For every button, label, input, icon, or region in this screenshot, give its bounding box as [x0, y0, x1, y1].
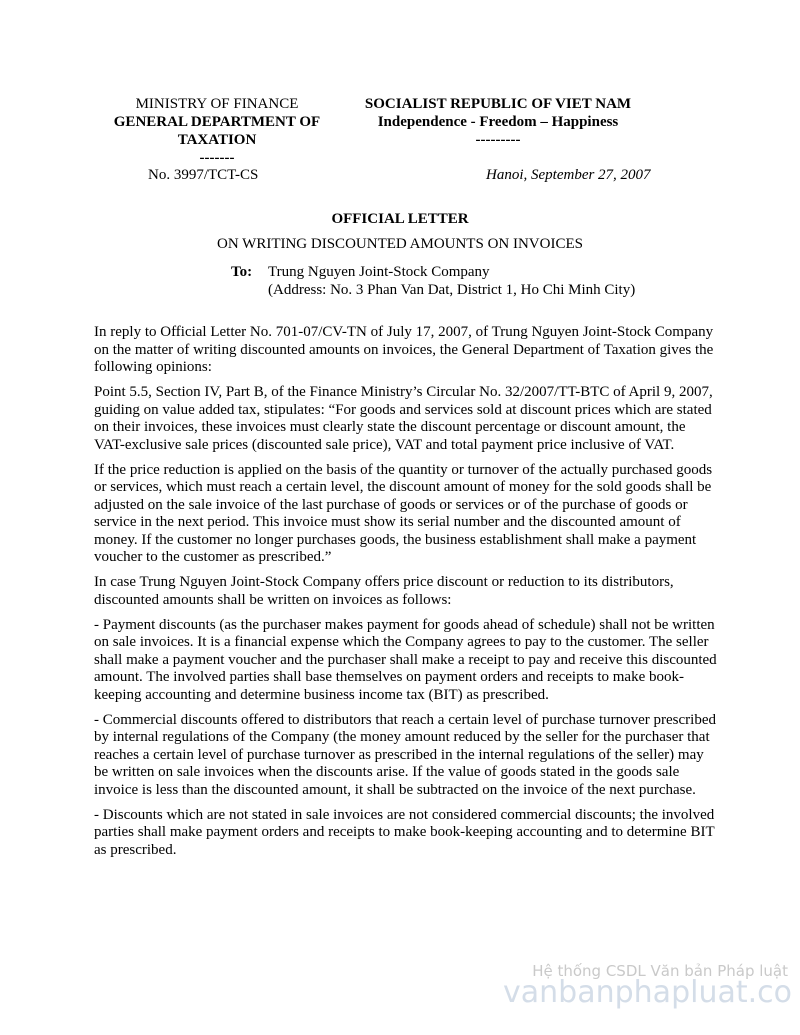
body-paragraph: - Commercial discounts offered to distributors that reach a certain level of purchase turnover prescribed by internal regulations of the Company (the money amount reduced by the seller for the purchaser that reaches a certain level of purchase turnover as prescribed in the internal regulations of the seller) may be written on sale invoices when the discounts arise. If the value of goods stated in the goods sale invoice is less than the discounted amount, it shall be subtracted on the invoice of the next purchase.: [94, 711, 716, 798]
national-motto: Independence - Freedom – Happiness: [377, 114, 619, 130]
body-paragraph: - Discounts which are not stated in sale invoices are not considered commercial discounts; the involved parties shall make payment orders and receipts to make book-keeping accounting and to determine BIT as prescribed.: [94, 806, 715, 858]
country-name: SOCIALIST REPUBLIC OF VIET NAM: [364, 96, 632, 112]
watermark-caption: Hệ thống CSDL Văn bản Pháp luật: [532, 962, 788, 980]
department-name-line2: TAXATION: [177, 132, 257, 148]
recipient-label: To:: [231, 264, 253, 280]
watermark-site: vanbanphapluat.co: [503, 975, 792, 1010]
recipient-address: (Address: No. 3 Phan Van Dat, District 1, Ho Chi Minh City): [268, 282, 636, 298]
body-paragraph: Point 5.5, Section IV, Part B, of the Finance Ministry’s Circular No. 32/2007/TT-BTC of April 9, 2007, guiding on value added tax, stipulates: “For goods and services sold at discount prices which are stated on their invoices, these invoices must clearly state the discount percentage or discount amount, the VAT-exclusive sale prices (discounted sale price), VAT and total payment price inclusive of VAT.: [94, 384, 713, 453]
recipient-name: Trung Nguyen Joint-Stock Company: [268, 264, 490, 280]
document-subtitle: ON WRITING DISCOUNTED AMOUNTS ON INVOICES: [217, 236, 583, 252]
document-title: OFFICIAL LETTER: [331, 211, 469, 227]
national-header-block: [340, 95, 656, 149]
issuer-separator: -------: [199, 150, 235, 166]
letter-body: [94, 324, 719, 867]
issuer-block: [88, 95, 346, 167]
ministry-name: MINISTRY OF FINANCE: [135, 96, 299, 112]
document-date: Hanoi, September 27, 2007: [486, 167, 651, 183]
department-name-line1: GENERAL DEPARTMENT OF: [113, 114, 321, 130]
document-number: No. 3997/TCT-CS: [148, 167, 259, 183]
body-paragraph: - Payment discounts (as the purchaser makes payment for goods ahead of schedule) shall not be written on sale invoices. It is a financial expense which the Company agrees to pay to the customer. The seller shall make a payment voucher and the purchaser shall make a receipt to pay and receive this discounted amount. The involved parties shall base themselves on payment orders and receipts to make book-keeping accounting and determine business income tax (BIT) as prescribed.: [94, 616, 717, 703]
motto-separator: ---------: [475, 132, 521, 148]
body-paragraph: If the price reduction is applied on the basis of the quantity or turnover of the actually purchased goods or services, which must reach a certain level, the discount amount of money for the sold goods shall be adjusted on the sale invoice of the last purchase of goods or services or of the purchase of goods or service in the next period. This invoice must show its serial number and the discounted amount of money. If the customer no longer purchases goods, the business establishment shall make a payment voucher to the customer as prescribed.”: [94, 461, 713, 565]
body-paragraph: In reply to Official Letter No. 701-07/CV-TN of July 17, 2007, of Trung Nguyen Joint-Stock Company on the matter of writing discounted amounts on invoices, the General Department of Taxation gives the following opinions:: [94, 324, 714, 375]
body-paragraph: In case Trung Nguyen Joint-Stock Company offers price discount or reduction to its distributors, discounted amounts shall be written on invoices as follows:: [94, 574, 674, 608]
